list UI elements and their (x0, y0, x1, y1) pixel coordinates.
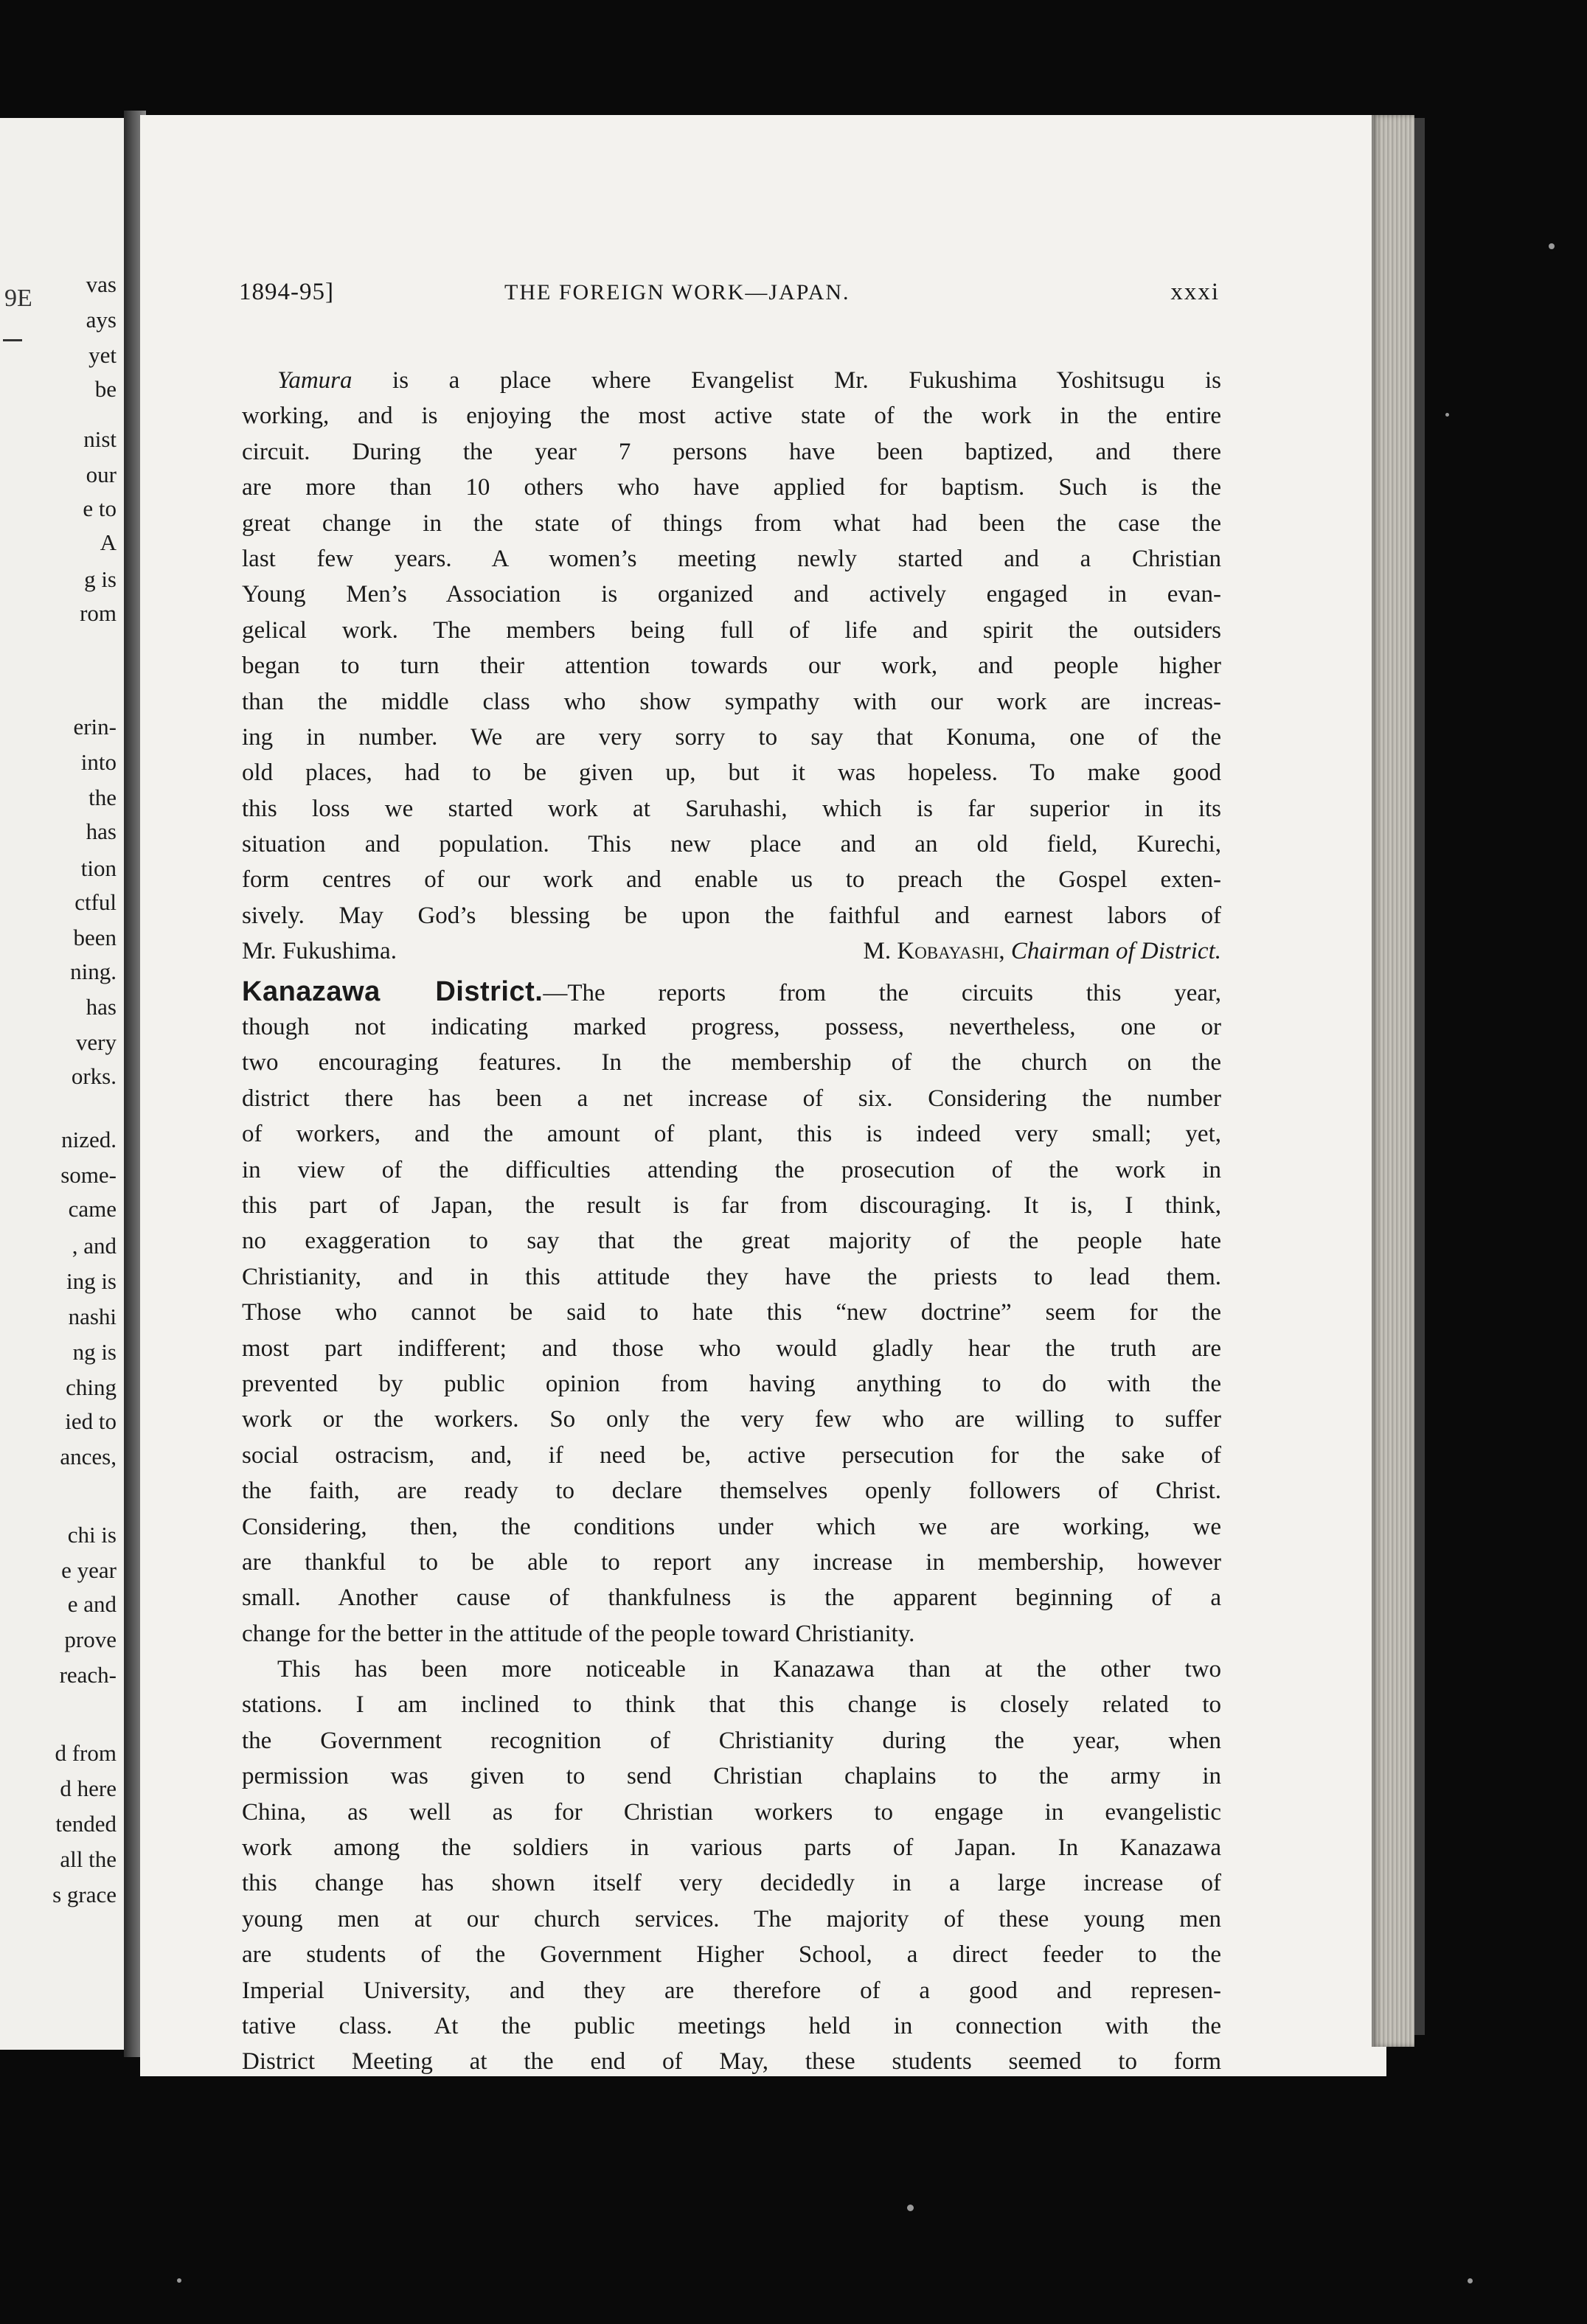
text-line: young men at our church services. The majority of these young men (242, 1905, 1221, 1932)
text-line: This has been more noticeable in Kanazawa than at the other two (277, 1656, 1221, 1683)
left-page-text-fragment: some- (60, 1162, 117, 1188)
text-line: circuit. During the year 7 persons have been baptized, and there (242, 438, 1221, 465)
text-line: Young Men’s Association is organized and actively engaged in evan- (242, 581, 1221, 608)
text-line: last few years. A women’s meeting newly started and a Christian (242, 545, 1221, 572)
text-line: than the middle class who show sympathy with our work are increas- (242, 688, 1221, 715)
left-page-text-fragment: tended (55, 1811, 117, 1837)
left-page-text-fragment: all the (60, 1846, 117, 1872)
left-page-text-fragment: chi is (67, 1522, 117, 1548)
text-line: permission was given to send Christian chaplains to the army in (242, 1763, 1221, 1790)
text-line: no exaggeration to say that the great majority of the people hate (242, 1228, 1221, 1255)
left-page-text-fragment: ing is (66, 1268, 117, 1294)
left-page-text-fragment: A (100, 529, 117, 555)
text-line: work or the workers. So only the very few who are willing to suffer (242, 1406, 1221, 1433)
text-line: social ostracism, and, if need be, active persecution for the sake of (242, 1441, 1221, 1469)
text-line: are students of the Government Higher School, a direct feeder to the (242, 1941, 1221, 1969)
text-line: most part indifferent; and those who would gladly hear the truth are (242, 1335, 1221, 1362)
text-line: two encouraging features. In the membership of the church on the (242, 1049, 1221, 1076)
text-line: the faith, are ready to declare themselves openly followers of Christ. (242, 1478, 1221, 1505)
text-line: small. Another cause of thankfulness is the apparent beginning of a (242, 1584, 1221, 1612)
left-page-text-fragment: nized. (61, 1127, 117, 1152)
left-page-text-fragment: into (80, 749, 117, 775)
text-line: are more than 10 others who have applied for baptism. Such is the (242, 474, 1221, 501)
text-line: gelical work. The members being full of life and spirit the outsiders (242, 616, 1221, 644)
left-page-text-fragment: e and (67, 1591, 117, 1617)
left-facing-page (0, 118, 124, 2050)
book-cover-edge (1414, 118, 1425, 2035)
left-page-text-fragment: been (73, 925, 117, 950)
left-page-text-fragment: be (94, 376, 117, 402)
text-line: form centres of our work and enable us to preach the Gospel exten- (242, 866, 1221, 894)
signature-line (242, 933, 1221, 969)
left-page-text-fragment: erin- (73, 714, 117, 740)
left-page-text-fragment: very (75, 1029, 117, 1055)
scan-speck (177, 2278, 181, 2283)
left-page-text-fragment: nist (83, 426, 117, 452)
running-header (239, 265, 1220, 310)
text-line: China, as well as for Christian workers to engage in evangelistic (242, 1798, 1221, 1826)
scan-speck (1468, 2278, 1473, 2283)
header-years: 1894-95] (239, 279, 334, 305)
left-page-text-fragment: e year (61, 1557, 117, 1583)
page-edges (1372, 115, 1414, 2047)
left-page-text-fragment: , and (72, 1233, 117, 1259)
text-line: began to turn their attention towards our work, and people higher (242, 653, 1221, 680)
left-page-text-fragment: tion (80, 855, 117, 881)
left-page-text-fragment: g is (84, 566, 117, 592)
scan-speck (907, 2205, 914, 2211)
left-page-text-fragment: has (86, 818, 117, 844)
left-page-text-fragment: has (86, 994, 117, 1020)
section-heading-kanazawa: Kanazawa District. (242, 975, 544, 1007)
left-page-text-fragment: vas (86, 271, 117, 297)
text-line: situation and population. This new place and an old field, Kurechi, (242, 831, 1221, 858)
left-page-text-fragment: s grace (52, 1882, 117, 1907)
left-page-text-fragment: yet (88, 342, 117, 368)
place-name-yamura: Yamura (277, 367, 353, 394)
left-page-text-fragment: ays (86, 307, 117, 333)
text-line: District Meeting at the end of May, these students seemed to form (242, 2048, 1221, 2076)
left-page-text-fragment: ng is (72, 1339, 117, 1365)
text-line: in view of the difficulties attending the prosecution of the work in (242, 1156, 1221, 1183)
text-line: work among the soldiers in various parts of Japan. In Kanazawa (242, 1834, 1221, 1862)
left-page-text-fragment: e to (83, 495, 117, 521)
left-page-text-fragment: d here (60, 1775, 117, 1801)
text-line: old places, had to be given up, but it was hopeless. To make good (242, 759, 1221, 787)
paragraph-kanazawa-continued (242, 1652, 1221, 2080)
left-page-text-fragment: our (86, 462, 117, 487)
left-page-rule (3, 339, 22, 341)
text-line: Yamura is a place where Evangelist Mr. Fukushima Yoshitsugu is (277, 367, 1221, 394)
text-line: though not indicating marked progress, possess, nevertheless, one or (242, 1014, 1221, 1041)
text-line: this loss we started work at Saruhashi, which is far superior in its (242, 795, 1221, 822)
text-line: ing in number. We are very sorry to say that Konuma, one of the (242, 723, 1221, 751)
text-line: this part of Japan, the result is far from discouraging. It is, I think, (242, 1191, 1221, 1219)
left-page-text-fragment: ances, (60, 1444, 117, 1469)
signature-left: Mr. Fukushima. (242, 938, 397, 965)
text-line: Imperial University, and they are therefore of a good and represen- (242, 1977, 1221, 2004)
page-body (242, 363, 1221, 2080)
text-line: tative class. At the public meetings held in connection with the (242, 2012, 1221, 2039)
left-page-text-fragment: prove (64, 1627, 117, 1652)
left-page-text-fragment: ctful (74, 889, 117, 915)
text-line: prevented by public opinion from having anything to do with the (242, 1370, 1221, 1397)
left-page-text-fragment: rom (80, 600, 117, 626)
header-title: THE FOREIGN WORK—JAPAN. (504, 280, 850, 305)
left-page-text-fragment: orks. (71, 1063, 117, 1089)
text-line: the Government recognition of Christianity during the year, when (242, 1727, 1221, 1754)
text-line: are thankful to be able to report any increase in membership, however (242, 1548, 1221, 1576)
text-line: district there has been a net increase of six. Considering the number (242, 1085, 1221, 1112)
left-page-text-fragment: the (88, 784, 117, 810)
text-line: Christianity, and in this attitude they have the priests to lead them. (242, 1263, 1221, 1290)
text-line: working, and is enjoying the most active state of the work in the entire (242, 403, 1221, 430)
left-page-text-fragment: ied to (65, 1408, 117, 1434)
text-line: this change has shown itself very decidedly in a large increase of (242, 1870, 1221, 1897)
text-line: Kanazawa District.—The reports from the circuits this year, (242, 975, 1221, 1007)
paragraph-yamura (242, 363, 1221, 933)
left-page-text-fragment: nashi (68, 1304, 117, 1329)
signature-author: M. Kobayashi, Chairman of District. (863, 938, 1221, 965)
scan-speck (1549, 243, 1555, 249)
text-line: sively. May God’s blessing be upon the faithful and earnest labors of (242, 902, 1221, 929)
text-line: Considering, then, the conditions under which we are working, we (242, 1513, 1221, 1540)
left-page-text-fragment: d from (55, 1740, 117, 1766)
left-page-text-fragment: came (68, 1196, 117, 1222)
left-page-text-fragment: ching (66, 1374, 117, 1400)
scan-speck (1445, 413, 1449, 417)
text-line: change for the better in the attitude of the people toward Christianity. (242, 1620, 915, 1647)
text-line: great change in the state of things from what had been the case the (242, 509, 1221, 537)
paragraph-kanazawa (242, 974, 1221, 1652)
text-line: stations. I am inclined to think that this change is closely related to (242, 1691, 1221, 1719)
left-page-number-fragment: 9Е (4, 285, 32, 312)
text-line: Those who cannot be said to hate this “new doctrine” seem for the (242, 1299, 1221, 1326)
left-page-text-fragment: ning. (70, 959, 117, 984)
header-page-number: xxxi (1170, 279, 1220, 305)
left-page-text-fragment: reach- (59, 1662, 117, 1688)
text-line: of workers, and the amount of plant, this is indeed very small; yet, (242, 1121, 1221, 1148)
